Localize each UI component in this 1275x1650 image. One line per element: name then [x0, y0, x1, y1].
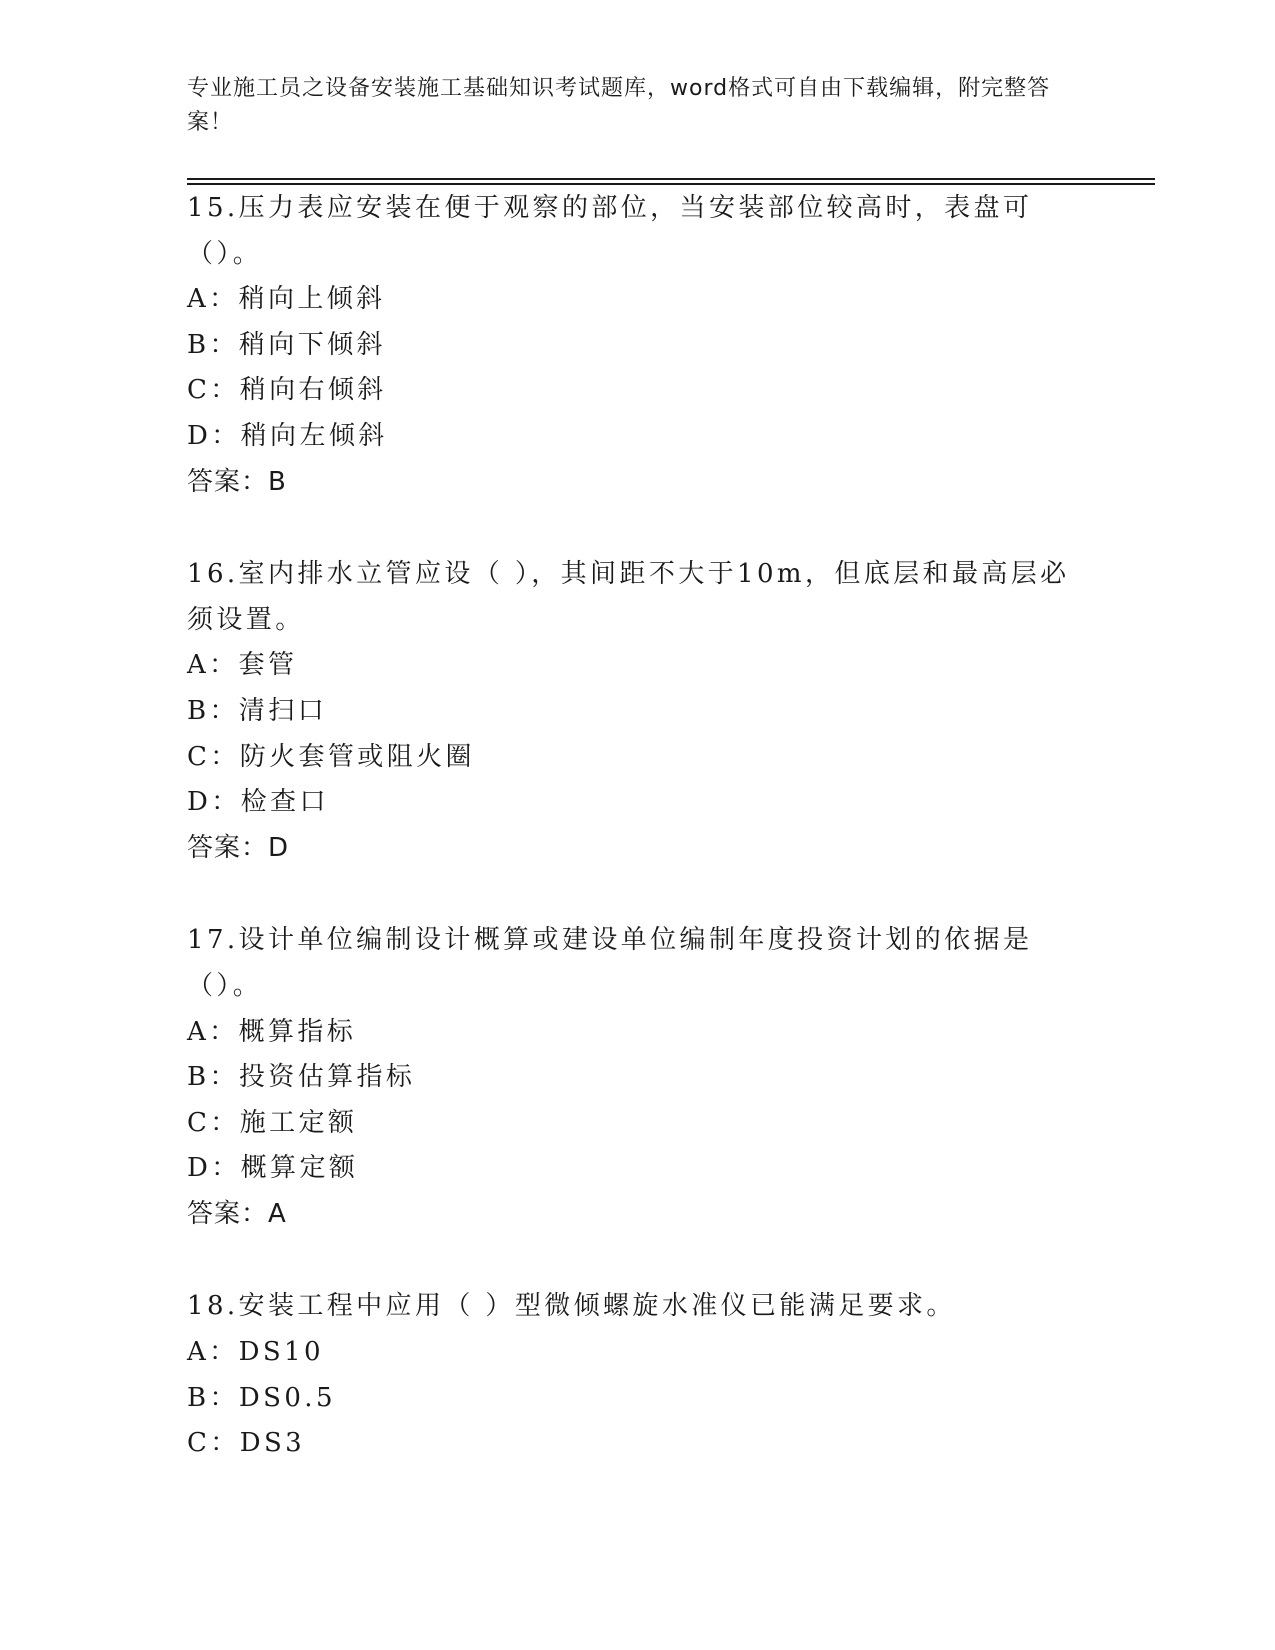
question-stem: 15.压力表应安装在便于观察的部位，当安装部位较高时，表盘可（）。	[187, 193, 1033, 269]
option-b: B：DS0.5	[187, 1382, 336, 1413]
option-d: D：稍向左倾斜	[187, 420, 388, 451]
answer-line: 答案：D	[187, 832, 290, 863]
option-c: C：防火套管或阻火圈	[187, 741, 475, 772]
option-a: A：套管	[187, 650, 298, 681]
option-a: A：稍向上倾斜	[187, 284, 386, 315]
question-list	[187, 186, 1087, 1514]
answer-line: 答案：A	[187, 1198, 287, 1229]
document-header: 专业施工员之设备安装施工基础知识考试题库，word格式可自由下载编辑，附完整答案！	[187, 76, 1051, 135]
question-17	[187, 918, 1087, 1237]
question-18	[187, 1284, 1087, 1466]
question-15	[187, 186, 1087, 505]
option-a: A：概算指标	[187, 1016, 357, 1047]
question-stem: 18.安装工程中应用（ ）型微倾螺旋水准仪已能满足要求。	[187, 1291, 956, 1322]
option-b: B：稍向下倾斜	[187, 329, 386, 360]
option-b: B：清扫口	[187, 695, 328, 726]
question-16	[187, 552, 1087, 871]
option-b: B：投资估算指标	[187, 1062, 416, 1093]
option-d: D：概算定额	[187, 1153, 359, 1184]
header-divider-top	[187, 178, 1155, 180]
option-c: C：施工定额	[187, 1107, 358, 1138]
option-a: A：DS10	[187, 1337, 324, 1368]
question-stem: 17.设计单位编制设计概算或建设单位编制年度投资计划的依据是（）。	[187, 925, 1033, 1001]
question-stem: 16.室内排水立管应设（ ），其间距不大于10m，但底层和最高层必须设置。	[187, 559, 1070, 635]
header-divider-bottom	[187, 183, 1155, 185]
answer-line: 答案：B	[187, 466, 287, 497]
option-c: C：稍向右倾斜	[187, 375, 387, 406]
option-d: D：检查口	[187, 787, 329, 818]
option-c: C：DS3	[187, 1428, 306, 1459]
